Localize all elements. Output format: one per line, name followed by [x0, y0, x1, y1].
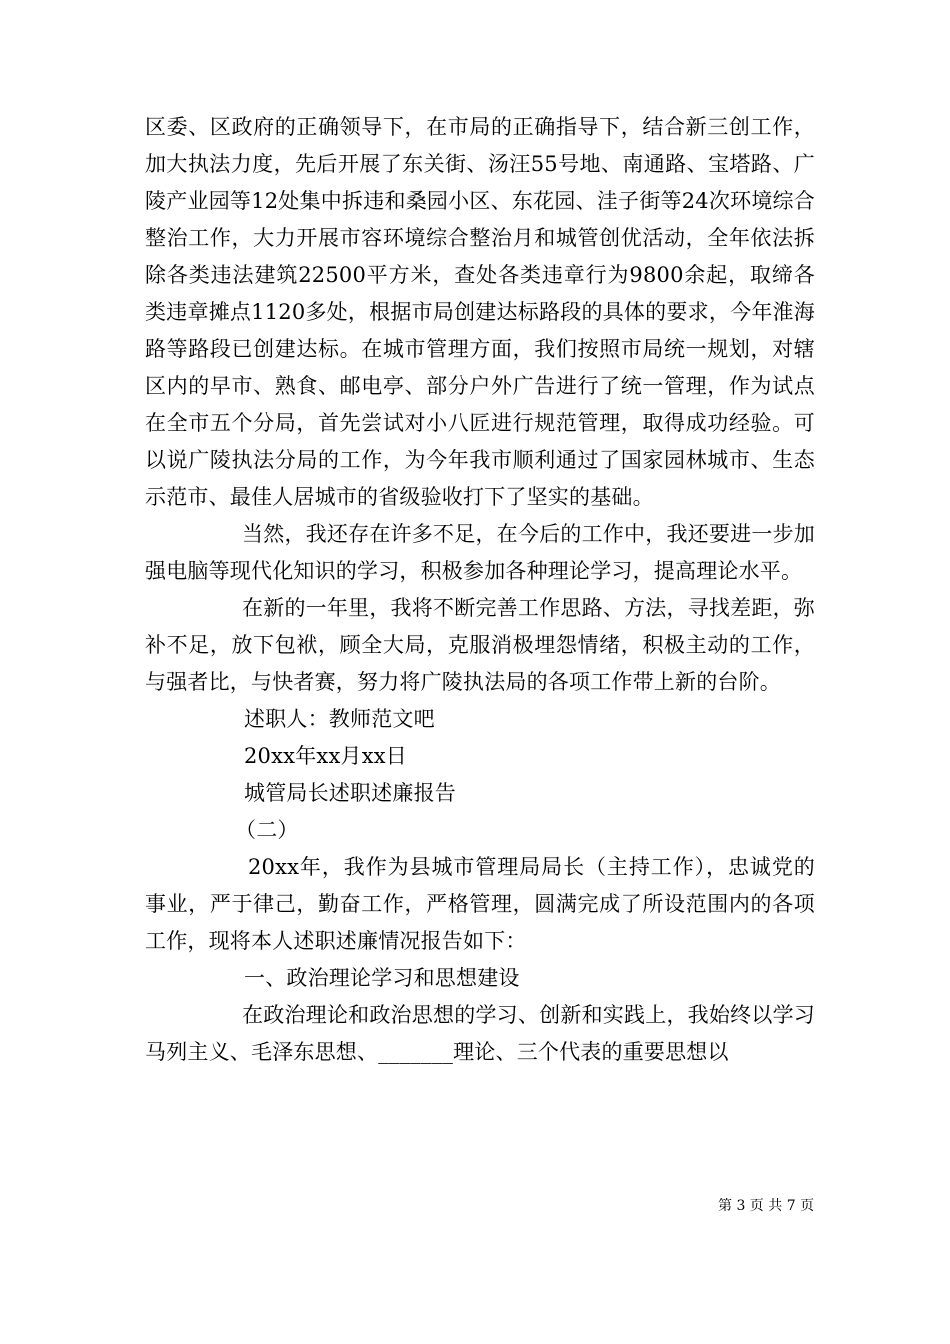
body-paragraph-1: 区委、区政府的正确领导下，在市局的正确指导下，结合新三创工作，加大执法力度，先后开展了东关街、汤汪55号地、南通路、宝塔路、广陵产业园等12处集中拆违和桑园小区、东花园、洼子街等24次环境综合整治工作，大力开展市容环境综合整治月和城管创优活动，全年依法拆除各类违法建筑22500平方米，查处各类违章行为9800余起，取缔各类违章摊点1120多处，根据市局创建达标路段的具体的要求，今年淮海路等路段已创建达标。在城市管理方面，我们按照市局统一规划，对辖区内的早市、熟食、邮电亭、部分户外广告进行了统一管理，作为试点在全市五个分局，首先尝试对小八匠进行规范管理，取得成功经验。可以说广陵执法分局的工作，为今年我市顺利通过了国家园林城市、生态示范市、最佳人居城市的省级验收打下了坚实的基础。 [145, 115, 815, 509]
body-paragraph-3: 在新的一年里，我将不断完善工作思路、方法，寻找差距，弥补不足，放下包袱，顾全大局，克服消极埋怨情绪，积极主动的工作，与强者比，与快者赛，努力将广陵执法局的各项工作带上新的台阶。 [145, 596, 815, 694]
body-paragraph-5: 在政治理论和政治思想的学习、创新和实践上，我始终以学习马列主义、毛泽东思想、_______理论、三个代表的重要思想以 [145, 1003, 815, 1064]
document-body [145, 109, 815, 1071]
body-paragraph-4: 20xx年，我作为县城市管理局局长（主持工作），忠诚党的事业，严于律己，勤奋工作，严格管理，圆满完成了所设范围内的各项工作，现将本人述职述廉情况报告如下： [145, 855, 815, 953]
report-title: 城管局长述职述廉报告 [244, 781, 456, 805]
signature-line: 述职人：教师范文吧 [244, 707, 435, 731]
body-paragraph-2: 当然，我还存在许多不足，在今后的工作中，我还要进一步加强电脑等现代化知识的学习，积极参加各种理论学习，提高理论水平。 [145, 522, 815, 583]
date-line: 20xx年xx月xx日 [244, 744, 407, 768]
report-part-label: （二） [235, 818, 299, 842]
page-number: 第 3 页 共 7 页 [718, 1198, 815, 1214]
section-heading: 一、政治理论学习和思想建设 [244, 966, 520, 990]
